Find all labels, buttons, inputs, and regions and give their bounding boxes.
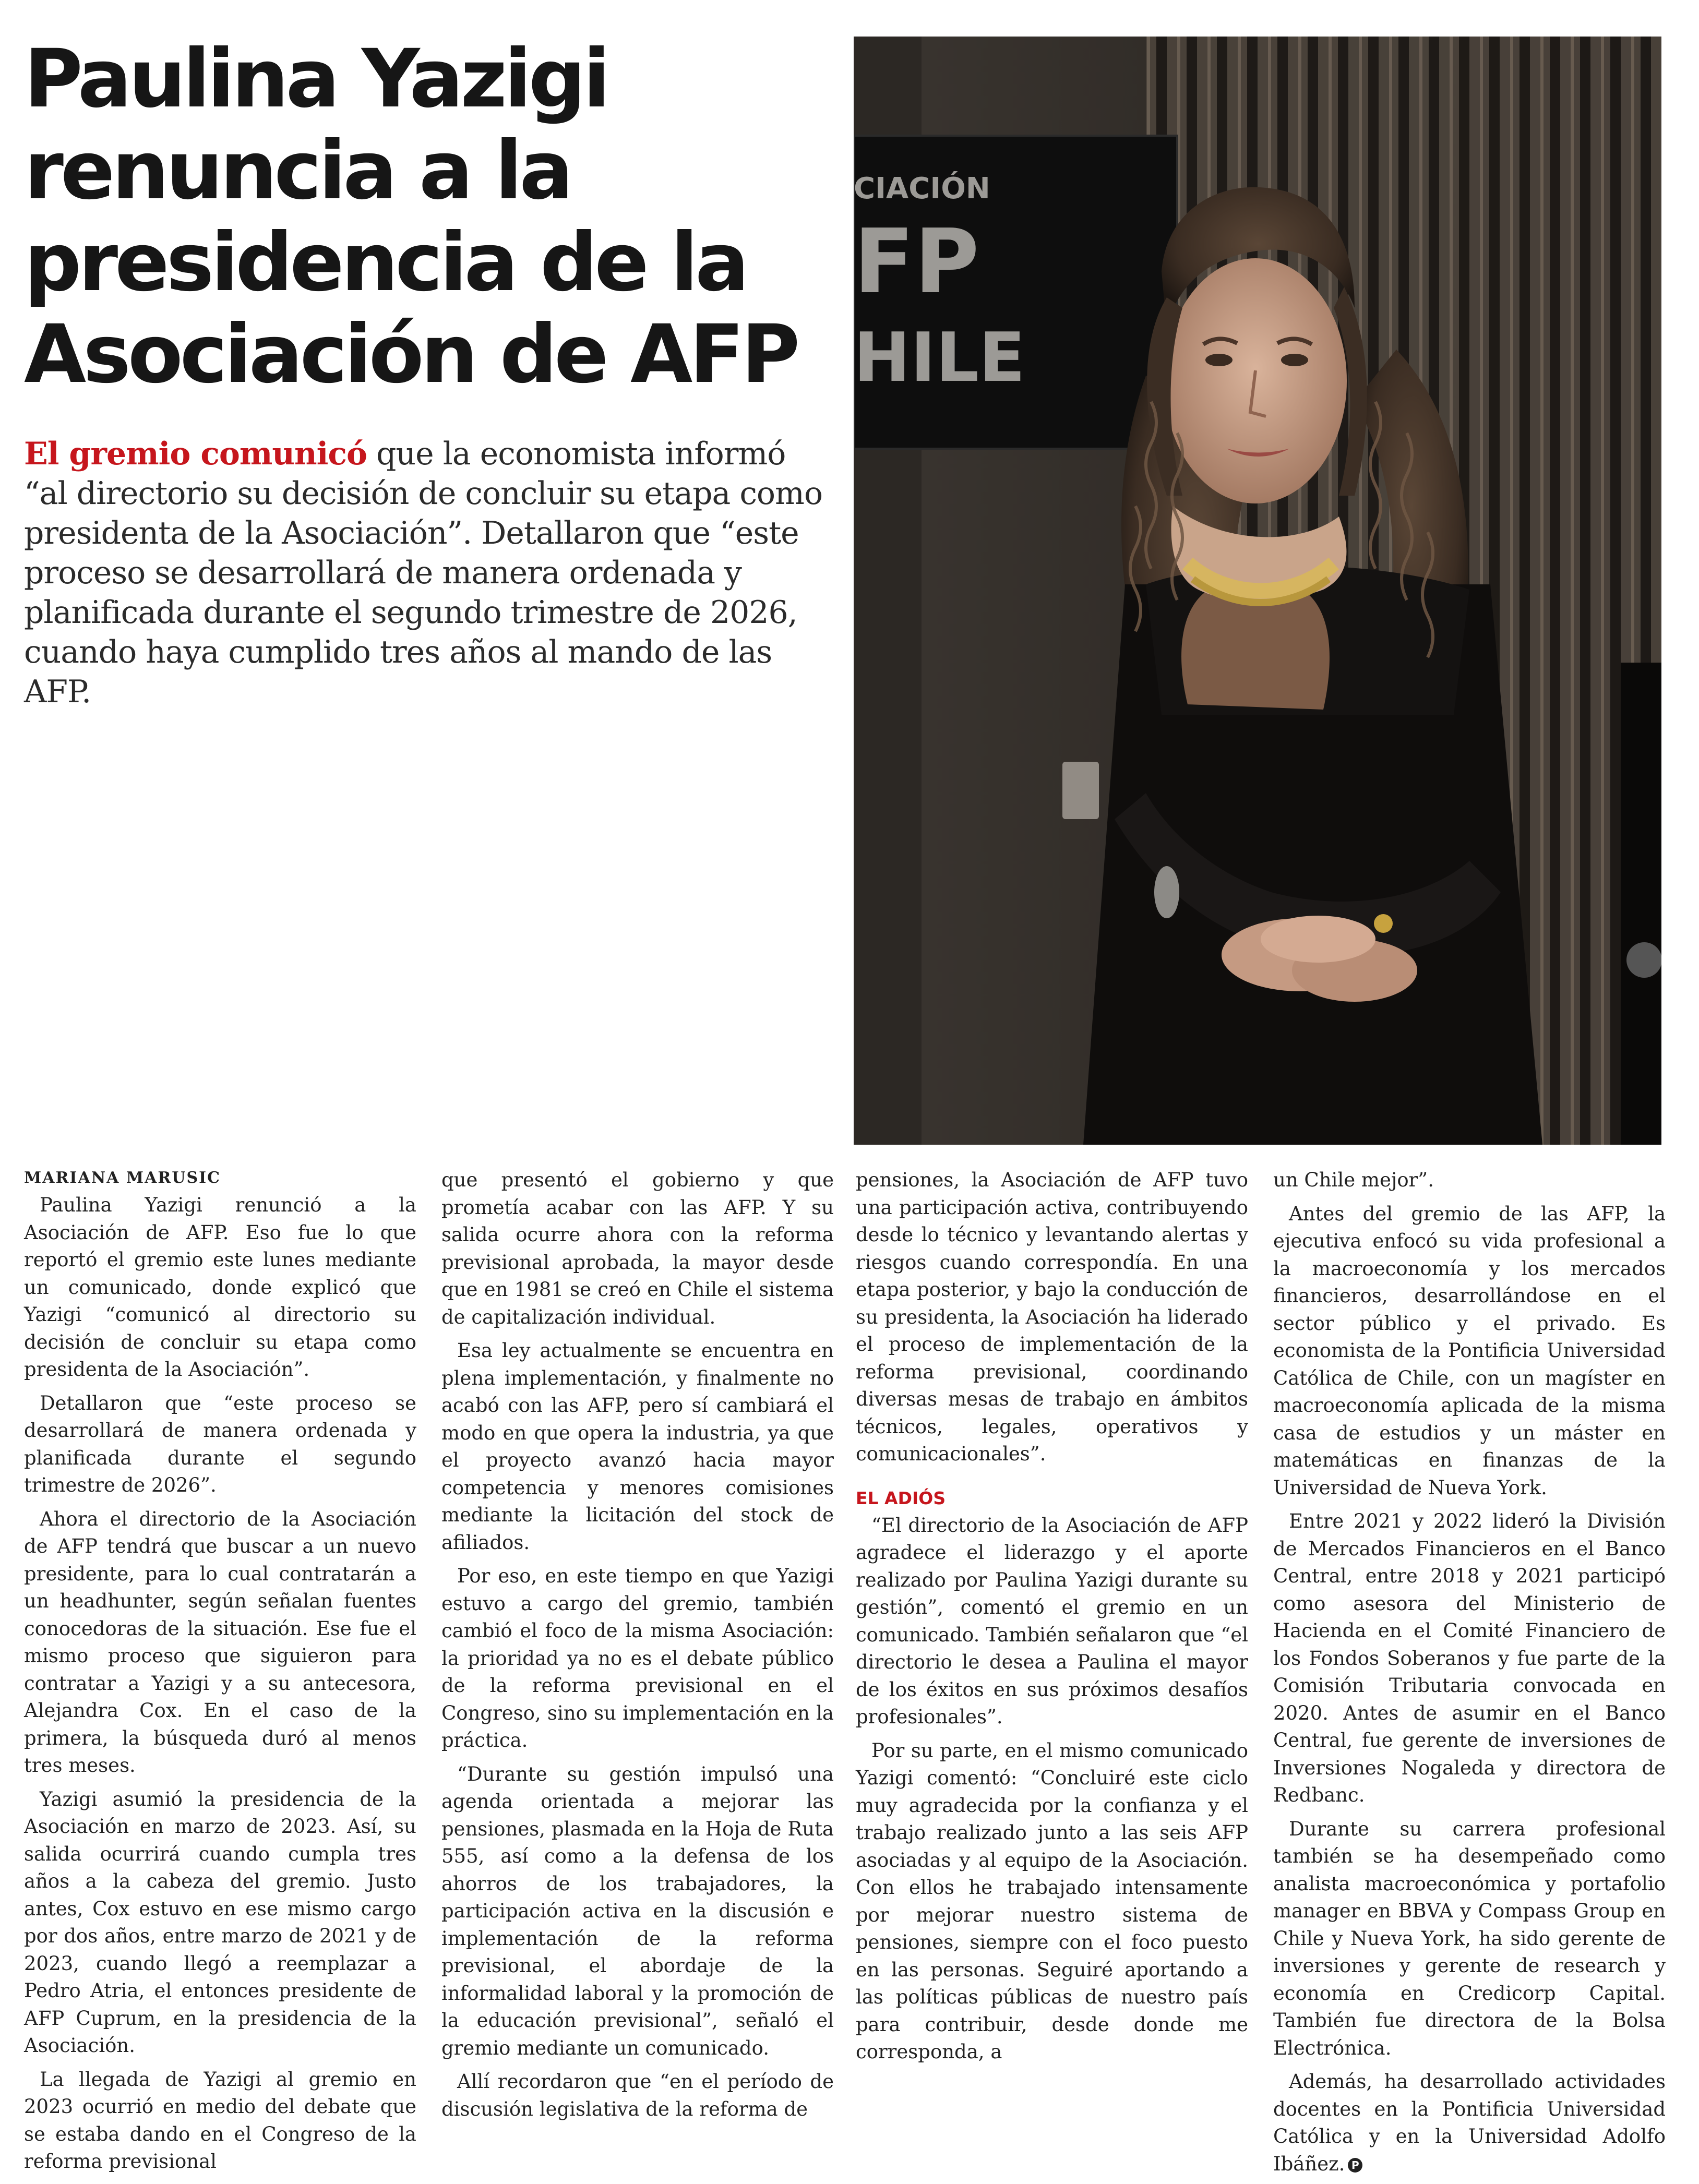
end-mark-icon: P <box>1348 2158 1362 2173</box>
paragraph: Entre 2021 y 2022 lideró la División de Mercados Financieros en el Banco Central, entre 2018 y 2021 participó como asesora del Ministerio de Hacienda en el Comité Financiero de los Fondos Soberanos y fue parte de la Comisión Tributaria convocada en 2020. Antes de asumir en el Banco Central, fue gerente de inversiones de Inversiones Nogaleda y directora de Redbanc. <box>1273 1510 1666 1806</box>
portrait-photo <box>854 37 1661 1145</box>
paragraph-text: Además, ha desarrollado actividades docentes en la Pontificia Universidad Católica y en la Universidad Adolfo Ibáñez. <box>1273 2070 1666 2175</box>
section-subhead: EL ADIÓS <box>856 1487 946 1508</box>
paragraph: Por eso, en este tiempo en que Yazigi estuvo a cargo del gremio, también cambió el foco de la misma Asociación: la prioridad ya no es el debate público de la reforma previsional en el Congreso, sino su implementación en la práctica. <box>441 1565 834 1751</box>
paragraph: un Chile mejor”. <box>1273 1169 1434 1191</box>
headline <box>24 33 807 401</box>
paragraph: La llegada de Yazigi al gremio en 2023 ocurrió en medio del debate que se estaba dando en el Congreso de la reforma previsional <box>24 2068 416 2173</box>
paragraph: Durante su carrera profesional también se ha desempeñado como analista macroeconómica y portafolio manager en BBVA y Compass Group en Chile y Nueva York, ha sido gerente de inversiones y gerente de research y economía en Credicorp Capital. También fue directora de la Bolsa Electrónica. <box>1273 1817 1666 2059</box>
article-column-3 <box>856 1167 1248 2072</box>
paragraph: Detallaron que “este proceso se desarrollará de manera ordenada y planificada durante el segundo trimestre de 2026”. <box>24 1391 416 1496</box>
sign-text-line: CIACIÓN <box>854 172 990 206</box>
paragraph: Antes del gremio de las AFP, la ejecutiva enfocó su vida profesional a la macroeconomía y los mercados financieros, desarrollándose en el sector público y el privado. Es economista de la Pontificia Universidad Católica de Chile, con un magíster en macroeconomía aplicada de la misma casa de estudios y un máster en matemáticas en finanzas de la Universidad de Nueva York. <box>1273 1202 1666 1499</box>
headline-line: presidencia de la <box>24 216 747 309</box>
paragraph: Esa ley actualmente se encuentra en plena implementación, y finalmente no acabó con las AFP, pero sí cambiará el modo en que opera la industria, ya que el proyecto avanzó hacia mayor competencia y menores comisiones mediante la licitación del stock de afiliados. <box>441 1339 834 1554</box>
sign-text-line: FP <box>854 210 979 314</box>
paragraph: “El directorio de la Asociación de AFP agradece el liderazgo y el aporte realizado por Paulina Yazigi durante su gestión”, comentó el gremio en un comunicado. También señalaron que “el directorio le desea a Paulina el mayor de los éxitos en sus próximos desafíos profesionales”. <box>856 1514 1248 1728</box>
article-column-1 <box>24 1167 416 2182</box>
portrait-illustration <box>854 37 1661 1145</box>
deck-text: que la economista informó “al directorio su decisión de concluir su etapa como presidenta de la Asociación”. Detallaron que “este proceso se desarrollará de manera ordenada y planificada durante el segundo trimestre de 2026, cuando haya cumplido tres años al mando de las AFP. <box>24 436 823 710</box>
paragraph: pensiones, la Asociación de AFP tuvo una participación activa, contribuyendo desde lo técnico y levantando alertas y riesgos cuando correspondía. En una etapa posterior, y bajo la conducción de su presidenta, la Asociación ha liderado el proceso de implementación de la reforma previsional, coordinando diversas mesas de trabajo en ámbitos técnicos, legales, operativos y comunicacionales”. <box>856 1169 1248 1465</box>
paragraph: Allí recordaron que “en el período de discusión legislativa de la reforma de <box>441 2070 834 2120</box>
headline-line: renuncia a la <box>24 124 571 218</box>
deck-lead: El gremio comunicó <box>24 436 367 472</box>
article-column-2 <box>441 1167 834 2129</box>
deck <box>24 434 838 712</box>
paragraph: “Durante su gestión impulsó una agenda orientada a mejorar las pensiones, plasmada en la Hoja de Ruta 555, así como a la defensa de los ahorros de los trabajadores, la participación activa en la discusión e implementación de la reforma previsional, el abordaje de la informalidad laboral y la promoción de la educación previsional”, señaló el gremio mediante un comunicado. <box>441 1762 834 2059</box>
paragraph <box>1273 2068 1666 2178</box>
paragraph: Ahora el directorio de la Asociación de AFP tendrá que buscar a un nuevo presidente, para lo cual contratarán a un headhunter, según señalan fuentes conocedoras de la situación. Ese fue el mismo proceso que siguieron para contratar a Yazigi y a su antecesora, Alejandra Cox. En el caso de la primera, la búsqueda duró al menos tres meses. <box>24 1507 416 1777</box>
headline-line: Paulina Yazigi <box>24 32 607 126</box>
paragraph: Paulina Yazigi renunció a la Asociación de AFP. Eso fue lo que reportó el gremio este lunes mediante un comunicado, donde explicó que Yazigi “comunicó al directorio su decisión de concluir su etapa como presidenta de la Asociación”. <box>24 1194 416 1381</box>
paragraph: que presentó el gobierno y que prometía acabar con las AFP. Y su salida ocurre ahora con la reforma previsional aprobada, la mayor desde que en 1981 se creó en Chile el sistema de capitalización individual. <box>441 1169 834 1328</box>
headline-line: Asociación de AFP <box>24 308 797 401</box>
byline: MARIANA MARUSIC <box>24 1169 221 1187</box>
paragraph: Por su parte, en el mismo comunicado Yazigi comentó: “Concluiré este ciclo muy agradecida por la confianza y el trabajo realizado junto a las seis AFP asociadas y al equipo de la Asociación. Con ellos he trabajado intensamente por mejorar nuestro sistema de pensiones, siempre con el foco puesto en las personas. Seguiré aportando a las políticas públicas de nuestro país para contribuir, desde donde me corresponda, a <box>856 1739 1248 2063</box>
article-column-4 <box>1273 1167 1666 2184</box>
paragraph: Yazigi asumió la presidencia de la Asociación en marzo de 2023. Así, su salida ocurrirá cuando cumpla tres años a la cabeza del gremio. Justo antes, Cox estuvo en ese mismo cargo por dos años, entre marzo de 2021 y de 2023, cuando llegó a reemplazar a Pedro Atria, el entonces presidente de AFP Cuprum, en la presidencia de la Asociación. <box>24 1787 416 2057</box>
sign-text-line: HILE <box>854 318 1025 397</box>
